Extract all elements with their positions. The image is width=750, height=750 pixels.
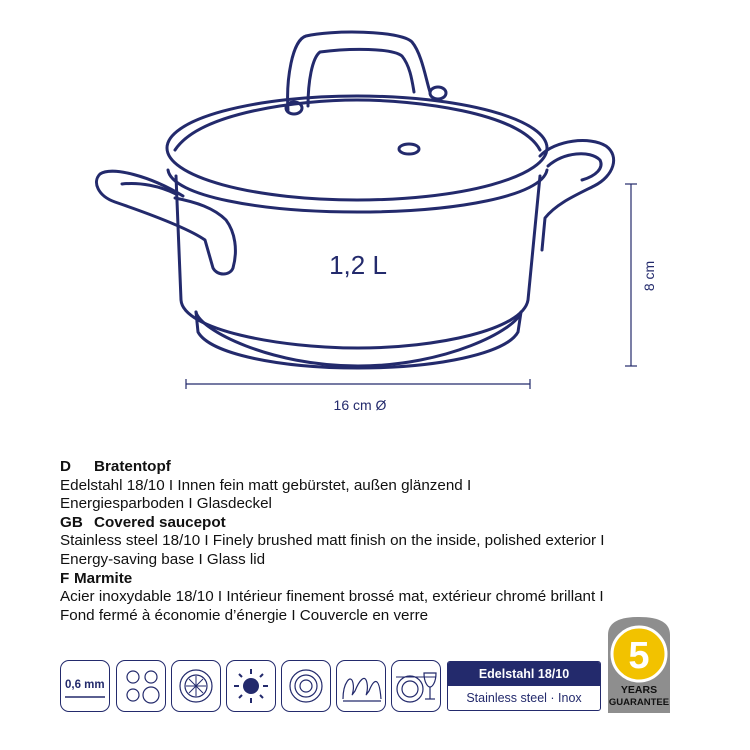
ceramic-hob-icon — [281, 660, 331, 712]
desc-heading-fr: F Marmite — [60, 569, 133, 587]
capacity-label: 1,2 L — [329, 250, 387, 280]
desc-line: Energiesparboden I Glasdeckel — [60, 495, 272, 513]
pot-rim — [168, 170, 547, 212]
dishwasher-safe-icon — [391, 660, 441, 712]
pot-base-side — [196, 312, 521, 368]
product-description — [60, 458, 700, 625]
gas-hob-icon — [226, 660, 276, 712]
pot-base — [196, 312, 521, 366]
left-handle — [96, 171, 235, 274]
thickness-underline — [61, 661, 111, 713]
left-handle-inner — [122, 183, 176, 194]
right-handle — [540, 141, 614, 250]
desc-line: Fond fermé à économie d’énergie I Couvercle en verre — [60, 606, 429, 624]
guarantee-years: 5 — [628, 635, 650, 677]
guarantee-line1: YEARS — [620, 684, 658, 696]
material-badge — [447, 661, 601, 711]
electric-hob-icon — [116, 660, 166, 712]
desc-line: Stainless steel 18/10 I Finely brushed matt finish on the inside, polished exterior I — [60, 532, 605, 550]
desc-heading-de: D Bratentopf — [60, 458, 171, 475]
lid-vent — [399, 144, 419, 154]
desc-heading-gb: GB Covered saucepot — [60, 513, 226, 531]
guarantee-badge — [604, 615, 674, 715]
material-subtitle: Stainless steel · Inox — [466, 691, 582, 705]
desc-line: Acier inoxydable 18/10 I Intérieur finement brossé mat, extérieur chromé brillant I — [60, 588, 604, 606]
lid-inner — [175, 100, 540, 150]
thickness-badge — [60, 660, 110, 712]
material-title: Edelstahl 18/10 — [448, 662, 600, 686]
induction-hob-icon — [336, 660, 386, 712]
halogen-hob-icon — [171, 660, 221, 712]
lid-rivet-right — [430, 87, 446, 99]
desc-line: Energy-saving base I Glass lid — [60, 550, 266, 568]
diameter-label: 16 cm Ø — [333, 397, 387, 413]
desc-line: Edelstahl 18/10 I Innen fein matt gebürstet, außen glänzend I — [60, 476, 472, 494]
thickness-label: 0,6 mm — [65, 679, 105, 691]
lid — [167, 96, 547, 200]
height-label: 8 cm — [641, 260, 657, 292]
right-handle-inner — [548, 154, 601, 180]
guarantee-line2: GUARANTEE — [608, 697, 670, 708]
